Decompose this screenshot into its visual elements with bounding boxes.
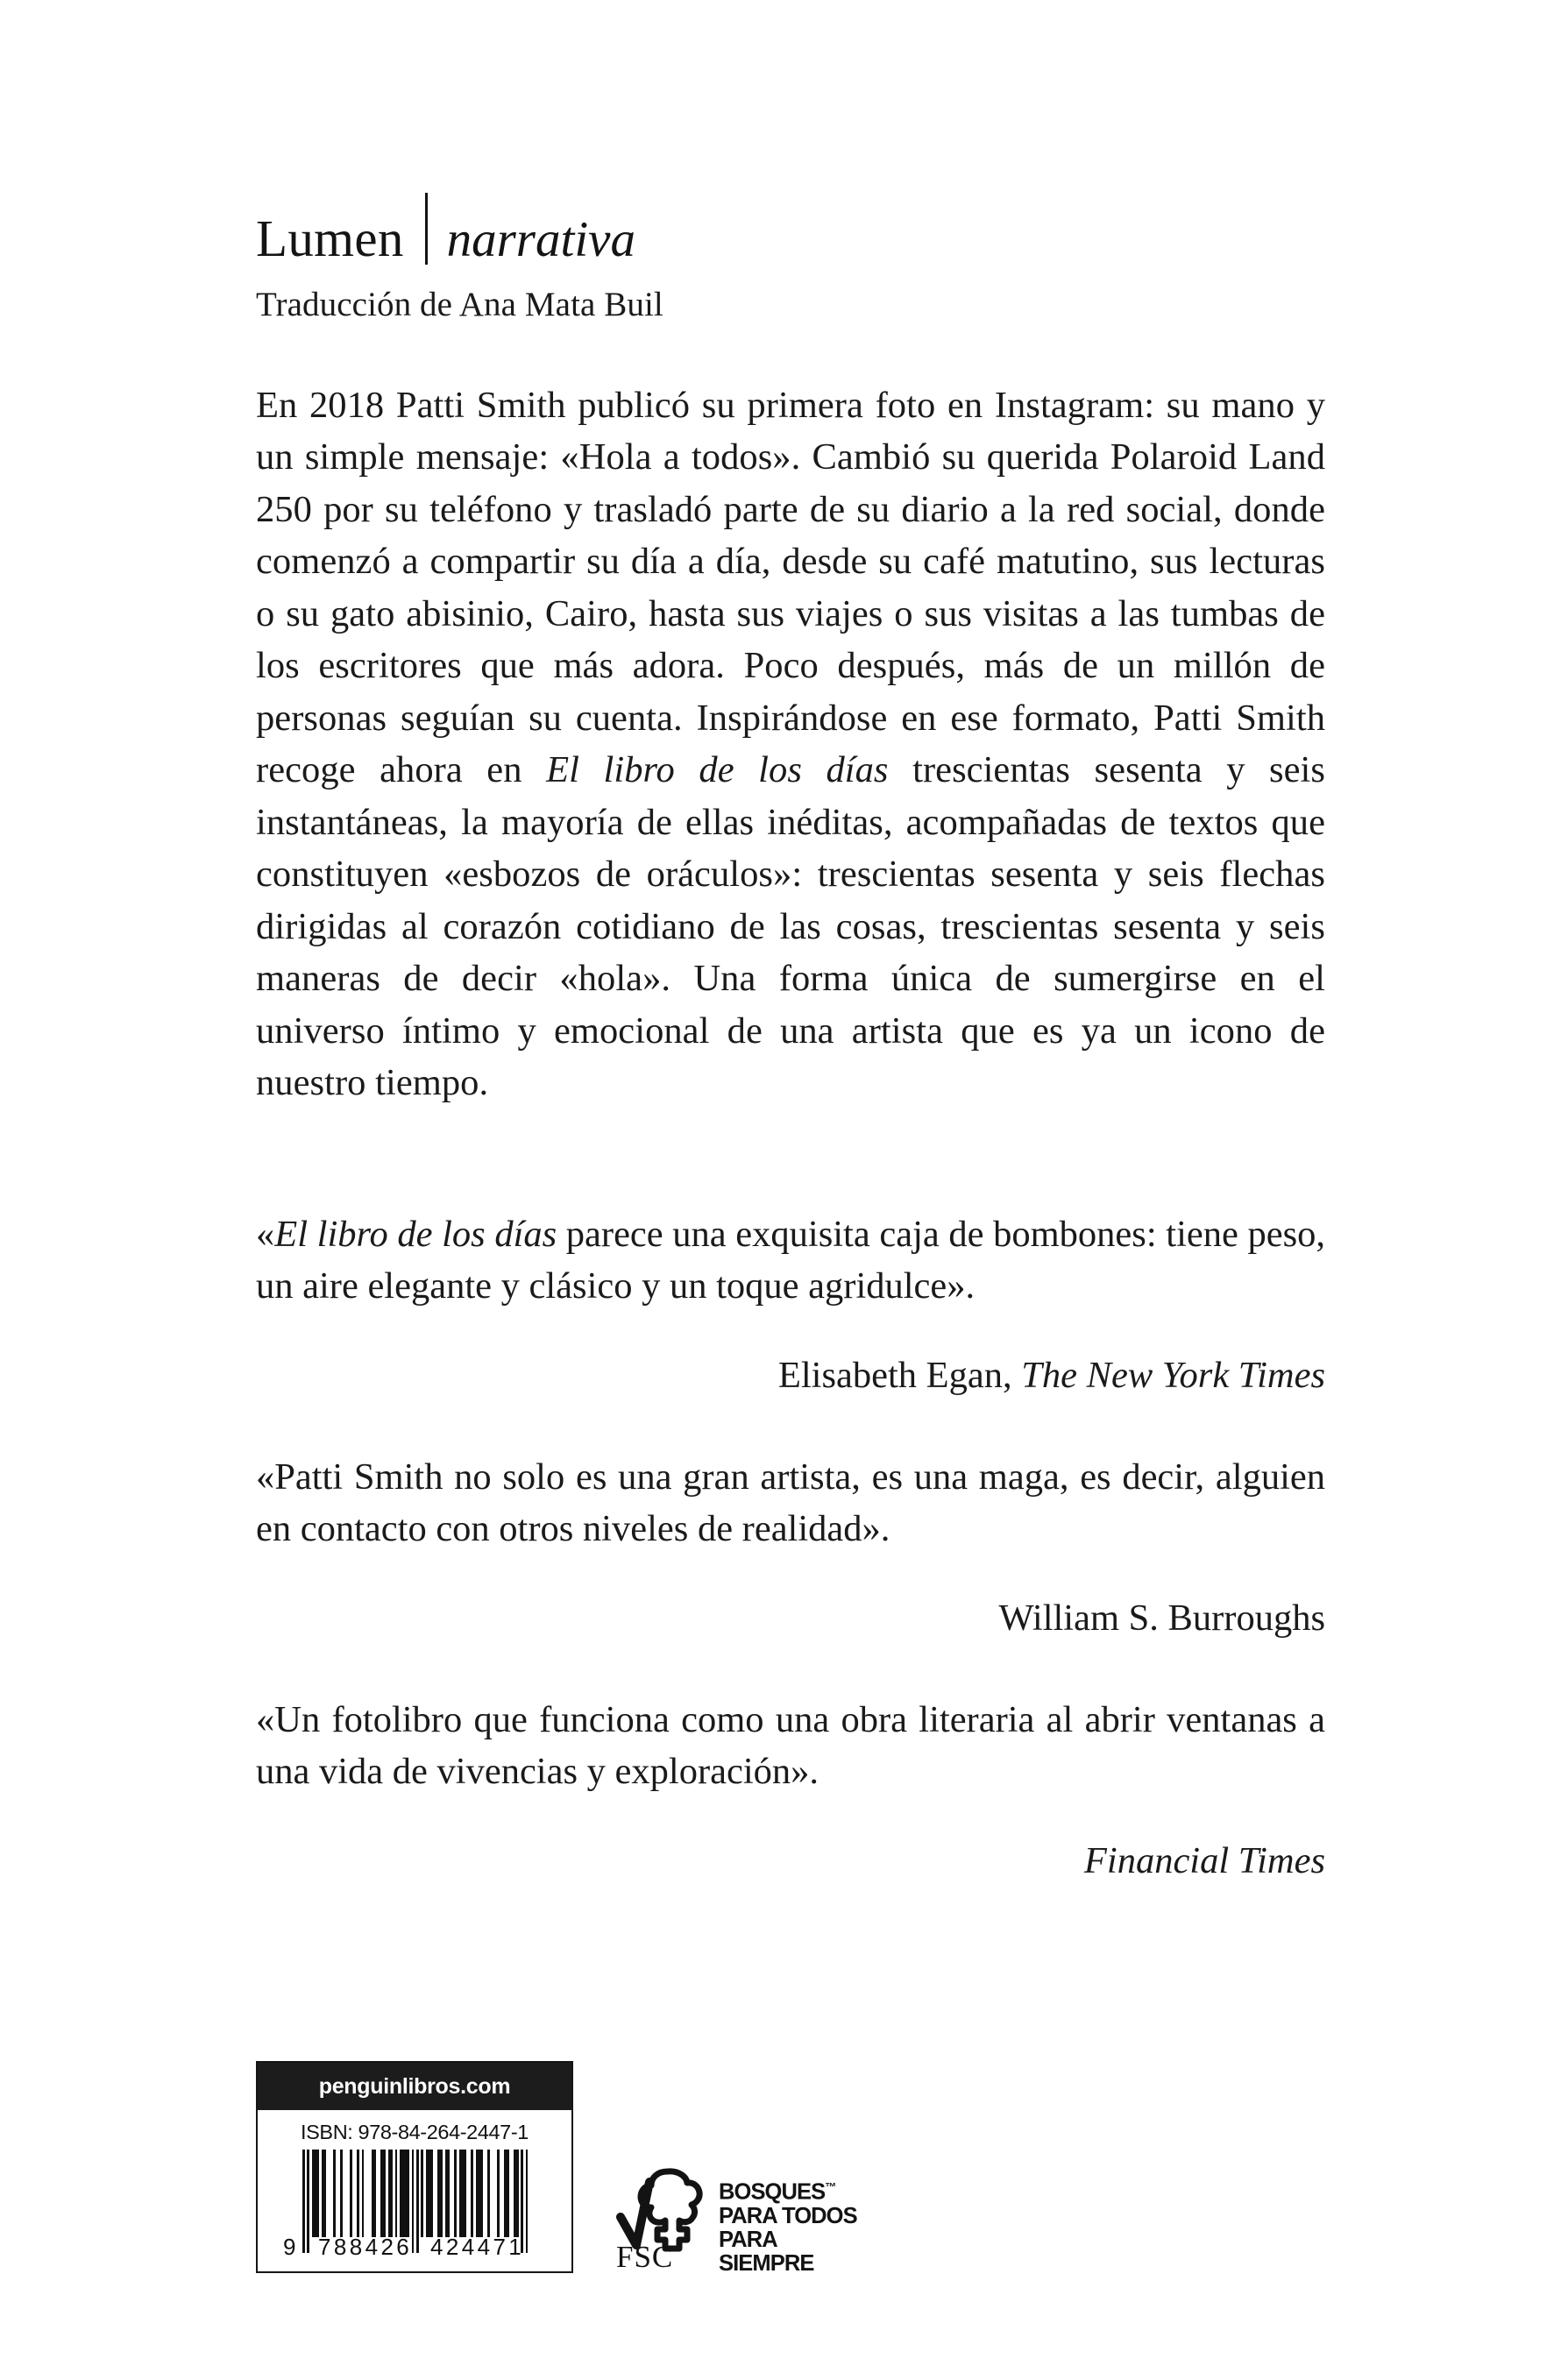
quote-attrib-source-3: Financial Times	[1083, 1840, 1325, 1882]
ean-lead-digit: 9	[283, 2234, 296, 2260]
quote-attrib-source-1: The New York Times	[1021, 1355, 1325, 1397]
barcode-space	[326, 2150, 333, 2237]
fsc-slogan-line-2: PARA TODOS	[719, 2203, 857, 2228]
ean13-barcode	[283, 2150, 546, 2260]
barcode-block	[256, 2061, 573, 2273]
imprint-divider-rule	[425, 193, 428, 265]
fsc-slogan-word-bosques: BOSQUES	[719, 2179, 826, 2205]
barcode-space	[490, 2150, 497, 2237]
cover-content	[256, 184, 1325, 1924]
quote-text-2: «Patti Smith no solo es una gran artista, es una maga, es decir, alguien en contacto con otros niveles de realidad».	[256, 1456, 1325, 1550]
press-quote-2	[256, 1451, 1325, 1645]
barcode-bar	[476, 2150, 483, 2237]
synopsis-part-2: trescientas sesenta y seis instantáneas, la mayoría de ellas inéditas, acompañadas de textos que constituyen «esbozos de oráculos»: trescientas sesenta y seis flechas dirigidas al corazón cotidiano de las cosas, trescientas sesenta y seis maneras de decir «hola». Una forma única de sumergirse en el universo íntimo y emocional de una artista que es ya un icono de nuestro tiempo.	[256, 749, 1326, 1104]
cover-footer	[256, 2061, 1325, 2289]
barcode-bar	[459, 2150, 466, 2237]
imprint-name: Lumen	[256, 209, 404, 267]
quote-attribution-1	[256, 1349, 1325, 1402]
quote-text-1	[256, 1208, 1325, 1313]
press-quote-1	[256, 1208, 1325, 1402]
press-quotes	[256, 1208, 1325, 1888]
quote-open-guillemet-1: «	[256, 1213, 275, 1255]
fsc-certification-logo	[614, 2164, 868, 2287]
quote-attrib-person-2: William S. Burroughs	[998, 1597, 1325, 1640]
isbn-label: ISBN: 978-84-264-2447-1	[301, 2121, 529, 2143]
fsc-trademark-symbol: ™	[825, 2180, 837, 2193]
ean-right-group: 424471	[430, 2234, 525, 2260]
barcode-space	[343, 2150, 350, 2237]
quote-text-3: «Un fotolibro que funciona como una obra literaria al abrir ventanas a una vida de vivencias y exploración».	[256, 1698, 1325, 1793]
quote-attribution-2	[256, 1592, 1325, 1645]
publisher-website-banner	[258, 2063, 571, 2110]
translator-credit: Traducción de Ana Mata Buil	[256, 286, 663, 323]
barcode-bars	[302, 2150, 529, 2237]
quote-attrib-person-1: Elisabeth Egan,	[777, 1355, 1022, 1397]
synopsis-part-1: En 2018 Patti Smith publicó su primera foto en Instagram: su mano y un simple mensaje: «Hola a todos». Cambió su querida Polaroid Land 250 por su teléfono y trasladó parte de su diario a la red social, donde comenzó a compartir su día a día, desde su café matutino, sus lecturas o su gato abisinio, Cairo, hasta sus viajes o sus visitas a las tumbas de los escritores que más adora. Poco después, más de un millón de personas seguían su cuenta. Inspirándose en ese formato, Patti Smith recoge ahora en	[256, 384, 1325, 791]
fsc-slogan-line-3: PARA SIEMPRE	[719, 2227, 814, 2276]
fsc-slogan-line-1	[719, 2175, 868, 2205]
synopsis-paragraph	[256, 379, 1325, 1109]
barcode-bar	[400, 2150, 409, 2237]
imprint-collection: narrativa	[446, 212, 635, 267]
barcode-bar	[426, 2150, 433, 2237]
press-quote-3	[256, 1694, 1325, 1888]
barcode-bar	[312, 2150, 319, 2237]
barcode-space	[364, 2150, 371, 2237]
ean-left-group: 788426	[318, 2234, 413, 2260]
fsc-abbreviation: FSC	[616, 2240, 674, 2274]
barcode-digits	[283, 2234, 546, 2260]
quote-book-title-1: El libro de los días	[274, 1213, 557, 1255]
quote-body-1: parece una exquisita caja de bombones: tiene peso, un aire elegante y clásico y un toque agridulce».	[256, 1213, 1326, 1307]
publisher-website-label: penguinlibros.com	[318, 2073, 511, 2099]
synopsis-book-title: El libro de los días	[546, 749, 889, 791]
fsc-slogan	[719, 2175, 868, 2276]
quote-attribution-3	[256, 1835, 1325, 1888]
imprint-header	[256, 184, 1325, 268]
